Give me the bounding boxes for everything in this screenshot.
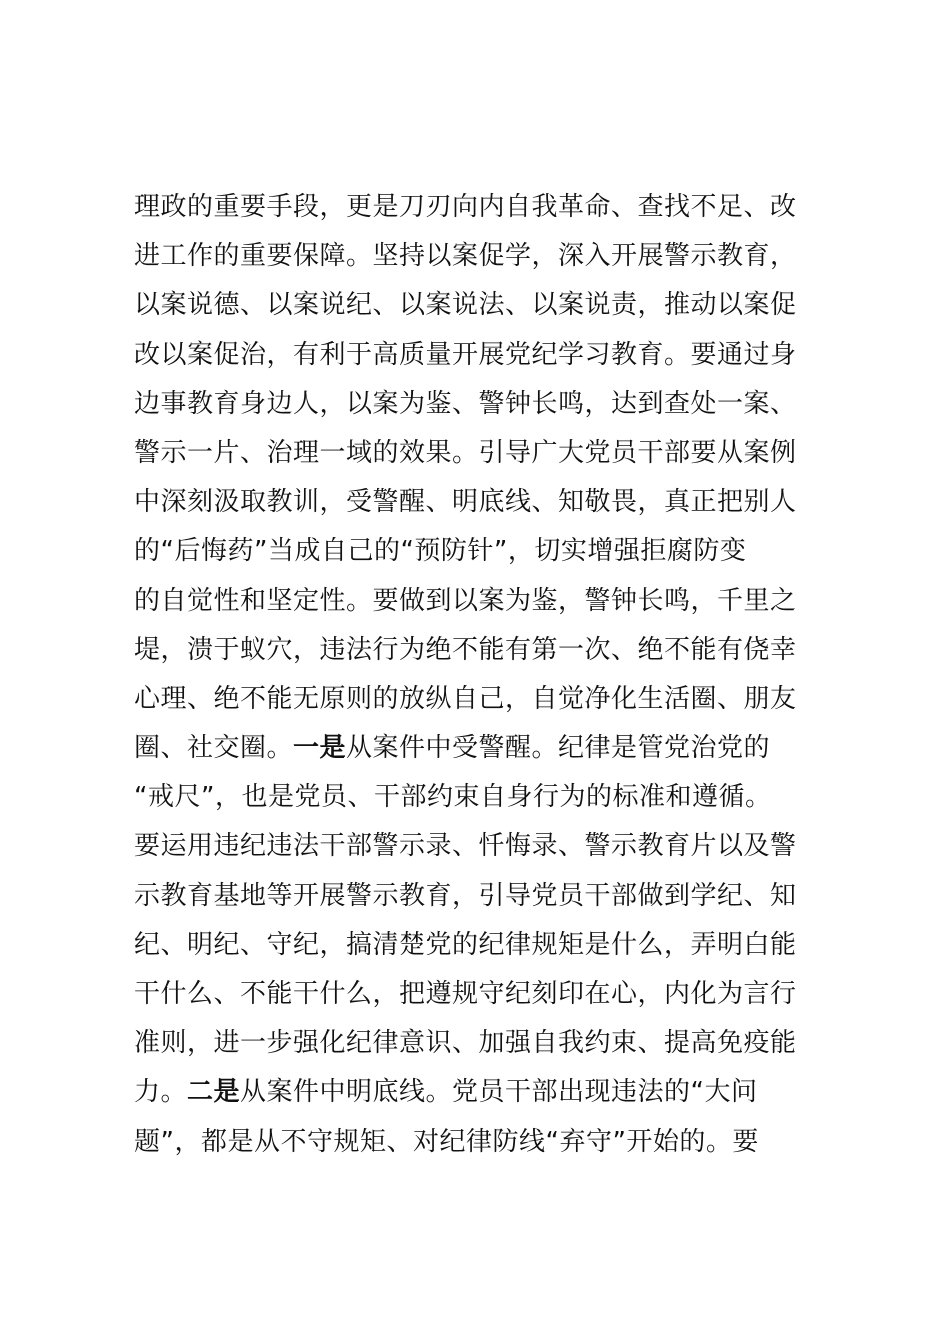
text-segment: 示教育基地等开展警示教育，引导党员干部做到学纪、知: [134, 880, 797, 911]
text-segment: 的“后悔药”当成自己的“预防针”，切实增强拒腐防变: [134, 536, 747, 567]
bold-heading-marker: 一是: [293, 733, 347, 764]
text-line: [134, 527, 834, 576]
text-line: [134, 183, 834, 232]
text-segment: 警示一片、治理一域的效果。引导广大党员干部要从案例: [134, 437, 797, 468]
text-segment: 干什么、不能干什么，把遵规守纪刻印在心，内化为言行: [134, 979, 797, 1009]
text-segment: 进工作的重要保障。坚持以案促学，深入开展警示教育，: [134, 241, 797, 272]
text-line: [134, 921, 834, 970]
text-line: [134, 970, 834, 1019]
text-segment: 要运用违纪违法干部警示录、忏悔录、警示教育片以及警: [134, 831, 797, 862]
text-segment: 理政的重要手段，更是刀刃向内自我革命、查找不足、改: [134, 192, 797, 222]
text-segment: 从案件中受警醒。纪律是管党治党的: [346, 733, 771, 764]
text-line: [134, 478, 834, 527]
text-segment: 准则，进一步强化纪律意识、加强自我约束、提高免疫能: [134, 1028, 797, 1059]
text-segment: 改以案促治，有利于高质量开展党纪学习教育。要通过身: [134, 339, 797, 370]
bold-heading-marker: 二是: [187, 1077, 241, 1108]
text-segment: 的自觉性和坚定性。要做到以案为鉴，警钟长鸣，千里之: [134, 585, 797, 616]
text-line: [134, 1068, 834, 1117]
text-segment: 以案说德、以案说纪、以案说法、以案说责，推动以案促: [134, 290, 797, 321]
text-segment: 边事教育身边人，以案为鉴、警钟长鸣，达到查处一案、: [134, 388, 797, 419]
text-segment: 纪、明纪、守纪，搞清楚党的纪律规矩是什么，弄明白能: [134, 929, 797, 960]
text-line: [134, 675, 834, 724]
text-segment: 圈、社交圈。: [134, 733, 294, 764]
text-segment: “戒尺”，也是党员、干部约束自身行为的标准和遵循。: [134, 782, 772, 813]
text-line: [134, 380, 834, 429]
text-segment: 力。: [134, 1077, 188, 1108]
text-segment: 心理、绝不能无原则的放纵自己，自觉净化生活圈、朋友: [134, 683, 797, 714]
text-line: [134, 773, 834, 822]
body-paragraph: [134, 183, 834, 1167]
text-line: [134, 331, 834, 380]
text-segment: 中深刻汲取教训，受警醒、明底线、知敬畏，真正把别人: [134, 487, 797, 518]
text-segment: 从案件中明底线。党员干部出现违法的“大问: [240, 1077, 758, 1108]
text-line: [134, 232, 834, 281]
text-segment: 题”，都是从不守规矩、对纪律防线“弃守”开始的。要: [134, 1126, 759, 1157]
text-segment: 堤，溃于蚁穴，违法行为绝不能有第一次、绝不能有侥幸: [134, 634, 797, 665]
text-line: [134, 822, 834, 871]
text-line: [134, 724, 834, 773]
text-line: [134, 1118, 834, 1167]
text-line: [134, 1019, 834, 1068]
text-line: [134, 429, 834, 478]
text-line: [134, 281, 834, 330]
text-line: [134, 577, 834, 626]
text-line: [134, 626, 834, 675]
text-line: [134, 872, 834, 921]
